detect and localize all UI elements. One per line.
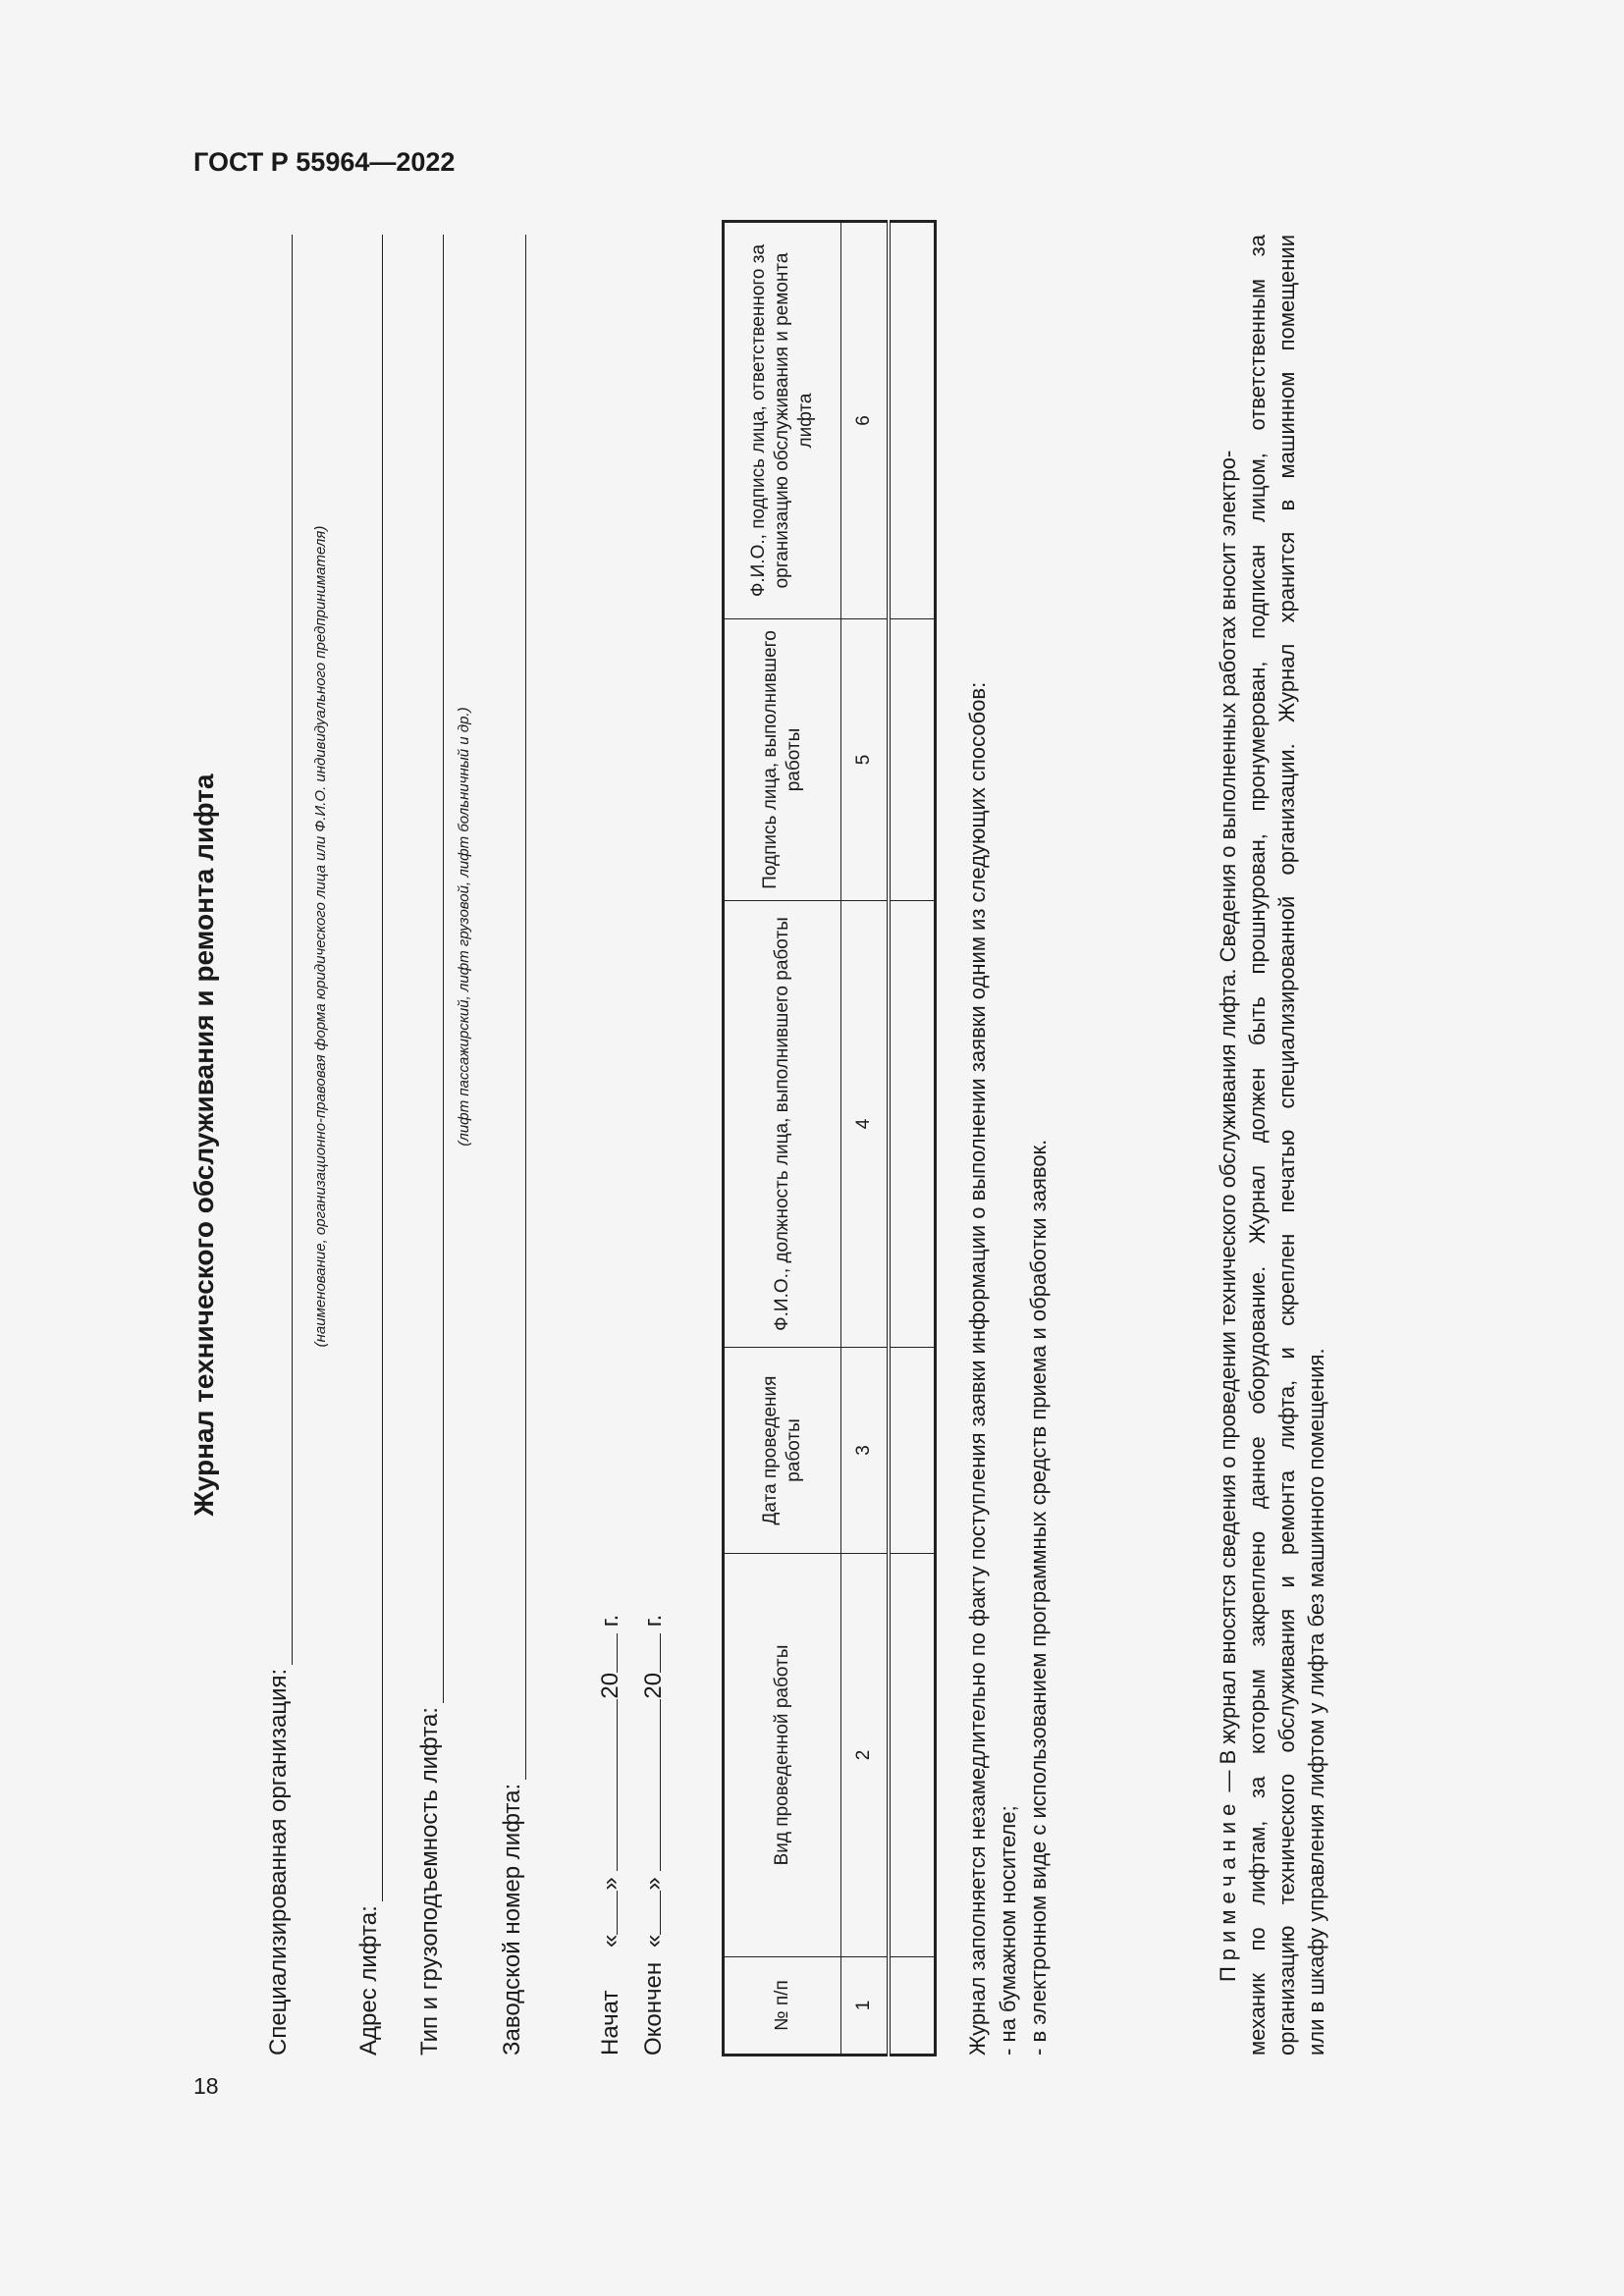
close-quote: » bbox=[597, 1877, 623, 1891]
organization-input-line[interactable] bbox=[270, 235, 293, 1665]
instructions-item: - на бумажном носителе; bbox=[996, 1805, 1020, 2056]
end-month-input[interactable] bbox=[640, 1699, 661, 1871]
finished-label: Окончен bbox=[640, 1961, 667, 2056]
organization-caption: (наименование, организационно-правовая форма юридического лица или Ф.И.О. индивидуального предпринимателя) bbox=[312, 525, 329, 1348]
type-caption: (лифт пассажирский, лифт грузовой, лифт больничный и др.) bbox=[456, 707, 472, 1147]
header-date: Дата проведения работы bbox=[724, 1348, 841, 1554]
table-number-row bbox=[841, 222, 890, 2056]
address-label: Адрес лифта: bbox=[355, 1905, 382, 2056]
address-input-line[interactable] bbox=[360, 235, 383, 1901]
table-cell[interactable] bbox=[889, 1957, 936, 2056]
journal-table bbox=[722, 220, 937, 2056]
header-signature: Подпись лица, выполнившего работы bbox=[724, 619, 841, 901]
table-row bbox=[889, 222, 936, 2056]
year-suffix: г. bbox=[597, 1614, 623, 1628]
instructions bbox=[962, 235, 1054, 2056]
serial-input-line[interactable] bbox=[504, 235, 526, 1780]
organization-label: Специализированная организация: bbox=[265, 1668, 292, 2056]
standard-header: ГОСТ Р 55964—2022 bbox=[193, 147, 456, 177]
end-day-input[interactable] bbox=[640, 1891, 661, 1935]
serial-field bbox=[499, 235, 526, 2056]
note-line: или в шкафу управления лифтом у лифта без машинного помещения. bbox=[1304, 1348, 1328, 2056]
header-responsible: Ф.И.О., подпись лица, ответственного за организацию обслуживания и ремонта лифта bbox=[724, 222, 841, 619]
table-cell[interactable] bbox=[889, 901, 936, 1348]
column-number: 3 bbox=[841, 1348, 890, 1554]
century: 20 bbox=[597, 1672, 623, 1699]
table-header-row bbox=[724, 222, 841, 2056]
open-quote: « bbox=[640, 1934, 667, 1948]
address-field bbox=[355, 235, 383, 2056]
century: 20 bbox=[640, 1672, 667, 1699]
note bbox=[1214, 235, 1331, 2056]
note-text: — В журнал вносятся сведения о проведении технического обслуживания лифта. Сведения о выполненных работах вносит электро- bbox=[1216, 450, 1240, 1792]
header-work-type: Вид проведенной работы bbox=[724, 1554, 841, 1957]
instructions-item: - в электронном виде с использованием программных средств приема и обработки заявок. bbox=[1026, 1139, 1051, 2056]
type-field bbox=[416, 235, 444, 2056]
type-input-line[interactable] bbox=[421, 235, 444, 1703]
column-number: 4 bbox=[841, 901, 890, 1348]
note-line: механик по лифтам, за которым закреплено данное оборудование. Журнал должен быть прошнурован, пронумерован, подписан лицом, ответственным за bbox=[1245, 235, 1270, 2056]
end-year-input[interactable] bbox=[640, 1633, 661, 1673]
start-month-input[interactable] bbox=[597, 1699, 618, 1871]
type-label: Тип и грузоподъемность лифта: bbox=[416, 1707, 443, 2056]
instructions-intro: Журнал заполняется незамедлительно по факту поступления заявки информации о выполнении заявки одним из следующих способов: bbox=[965, 681, 990, 2056]
year-suffix: г. bbox=[640, 1614, 667, 1628]
table-cell[interactable] bbox=[889, 1348, 936, 1554]
page-number: 18 bbox=[193, 2073, 219, 2099]
note-line: организацию технического обслуживания и ремонта лифта, и скреплен печатью специализированной организации. Журнал хранится в машинном помещении bbox=[1274, 235, 1299, 2056]
close-quote: » bbox=[640, 1877, 667, 1891]
organization-field bbox=[265, 235, 293, 2056]
note-line bbox=[1214, 235, 1243, 2056]
page-title: Журнал технического обслуживания и ремонта лифта bbox=[189, 774, 219, 1517]
table-cell[interactable] bbox=[889, 1554, 936, 1957]
column-number: 6 bbox=[841, 222, 890, 619]
started-label: Начат bbox=[597, 1990, 623, 2056]
serial-label: Заводской номер лифта: bbox=[499, 1783, 525, 2056]
header-number: № п/п bbox=[724, 1957, 841, 2056]
table-cell[interactable] bbox=[889, 619, 936, 901]
start-date-row bbox=[597, 1615, 624, 2056]
start-year-input[interactable] bbox=[597, 1633, 618, 1673]
start-day-input[interactable] bbox=[597, 1891, 618, 1935]
open-quote: « bbox=[597, 1934, 623, 1948]
column-number: 5 bbox=[841, 619, 890, 901]
column-number: 1 bbox=[841, 1957, 890, 2056]
note-label: Примечание bbox=[1216, 1797, 1240, 1982]
header-performer: Ф.И.О., должность лица, выполнившего работы bbox=[724, 901, 841, 1348]
column-number: 2 bbox=[841, 1554, 890, 1957]
end-date-row bbox=[640, 1615, 668, 2056]
table-cell[interactable] bbox=[889, 222, 936, 619]
